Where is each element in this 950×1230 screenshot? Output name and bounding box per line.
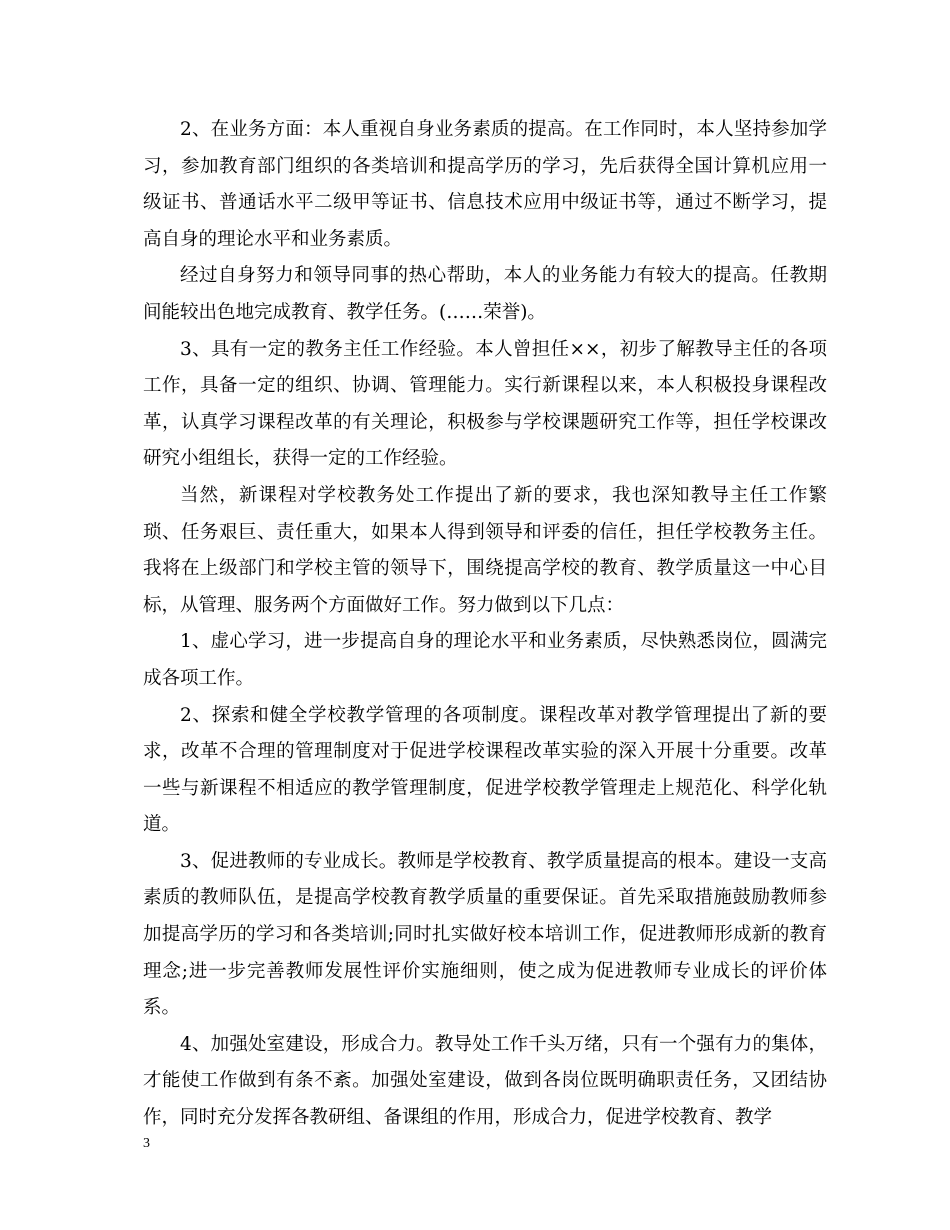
paragraph-point-3: 3、促进教师的专业成长。教师是学校教育、教学质量提高的根本。建设一支高素质的教师队伍，是提高学校教育教学质量的重要保证。首先采取措施鼓励教师参加提高学历的学习和各类培训;同时扎实做好校本培训工作，促进教师形成新的教育理念;进一步完善教师发展性评价实施细则，使之成为促进教师专业成长的评价体系。 <box>143 850 827 1019</box>
paragraph-ability-improvement: 经过自身努力和领导同事的热心帮助，本人的业务能力有较大的提高。任教期间能较出色地完成教育、教学任务。(……荣誉)。 <box>143 265 827 323</box>
paragraph-point-4: 4、加强处室建设，形成合力。教导处工作千头万绪，只有一个强有力的集体，才能使工作做到有条不紊。加强处室建设，做到各岗位既明确职责任务，又团结协作，同时充分发挥各教研组、备课组的作用，形成合力，促进学校教育、教学 <box>143 1033 827 1129</box>
document-body <box>143 112 827 1137</box>
paragraph-experience: 3、具有一定的教务主任工作经验。本人曾担任××，初步了解教导主任的各项工作，具备一定的组织、协调、管理能力。实行新课程以来，本人积极投身课程改革，认真学习课程改革的有关理论，积极参与学校课题研究工作等，担任学校课改研究小组组长，获得一定的工作经验。 <box>143 338 827 470</box>
page-number: 3 <box>143 1136 150 1151</box>
paragraph-point-2: 2、探索和健全学校教学管理的各项制度。课程改革对教学管理提出了新的要求，改革不合理的管理制度对于促进学校课程改革实验的深入开展十分重要。改革一些与新课程不相适应的教学管理制度，促进学校教学管理走上规范化、科学化轨道。 <box>143 704 827 836</box>
paragraph-point-1: 1、虚心学习，进一步提高自身的理论水平和业务素质，尽快熟悉岗位，圆满完成各项工作。 <box>143 631 827 689</box>
paragraph-plan-intro: 当然，新课程对学校教务处工作提出了新的要求，我也深知教导主任工作繁琐、任务艰巨、责任重大，如果本人得到领导和评委的信任，担任学校教务主任。我将在上级部门和学校主管的领导下，围绕提高学校的教育、教学质量这一中心目标，从管理、服务两个方面做好工作。努力做到以下几点： <box>143 484 827 616</box>
paragraph-business-quality: 2、在业务方面：本人重视自身业务素质的提高。在工作同时，本人坚持参加学习，参加教育部门组织的各类培训和提高学历的学习，先后获得全国计算机应用一级证书、普通话水平二级甲等证书、信息技术应用中级证书等，通过不断学习，提高自身的理论水平和业务素质。 <box>143 119 827 250</box>
